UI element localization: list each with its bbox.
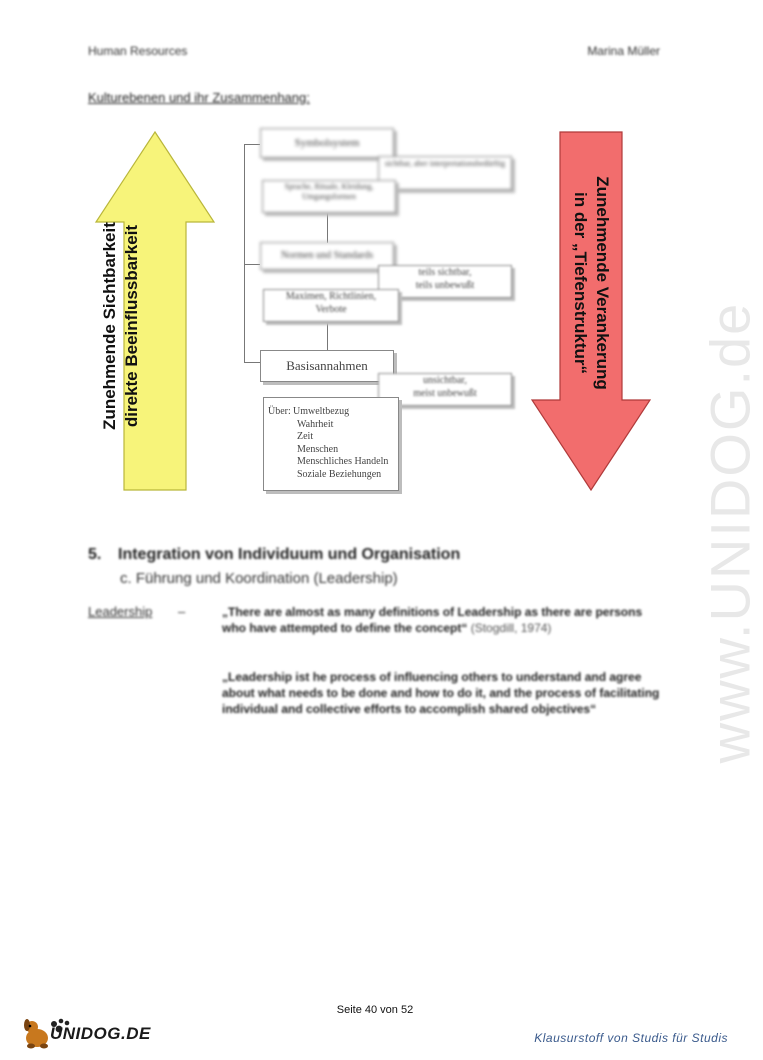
logo-text: UNIDOG.DE	[50, 1024, 151, 1043]
connector-line	[244, 144, 260, 145]
section-title-text: Integration von Individuum und Organisation	[118, 546, 461, 563]
section-subtitle: c. Führung und Koordination (Leadership)	[120, 570, 398, 587]
connector-line	[244, 144, 245, 362]
visibility-line-1: Zunehmende Sichtbarkeit	[100, 222, 119, 430]
visibility-line-2: direkte Beeinflussbarkeit	[122, 224, 141, 428]
symbolsystem-note: sichtbar, aber interpretationsbedürftig	[378, 156, 512, 190]
ueber-prefix: Über:	[268, 406, 291, 417]
list-item: Umweltbezug	[293, 406, 350, 417]
list-item: Wahrheit	[297, 418, 334, 430]
connector-line	[327, 320, 328, 350]
list-item: Soziale Beziehungen	[297, 468, 382, 480]
header-right: Marina Müller	[587, 44, 660, 58]
quote-2: „Leadership ist he process of influencing others to understand and agree about what needs to be done and how to do it, and the process of facilitating individual and collective efforts to accomplish shared objectives“	[222, 670, 660, 716]
connector-line	[327, 211, 328, 243]
section-number: 5.	[88, 546, 102, 563]
ueber-list	[293, 406, 388, 482]
symbolsystem-box: Symbolsystem	[260, 128, 394, 158]
footer-tagline: Klausurstoff von Studis für Studis	[534, 1031, 728, 1045]
definition-term: Leadership	[88, 604, 153, 619]
connector-line	[244, 264, 260, 265]
header-left: Human Resources	[88, 44, 188, 58]
quote-1	[222, 604, 662, 636]
sprache-box: Sprache, Rituale, Kleidung, Umgangsformen	[262, 180, 396, 213]
culture-levels-diagram	[0, 0, 750, 520]
normen-note: teils sichtbar, teils unbewußt	[378, 265, 512, 298]
quote-1-text: „There are almost as many definitions of Leadership as there are persons who have attempted to define the concept“	[222, 605, 643, 635]
ueber-box	[263, 397, 399, 491]
anchoring-line-2: in der „Tiefenstruktur“	[571, 192, 590, 374]
normen-box: Normen und Standards	[260, 242, 394, 270]
anchoring-line-1: Zunehmende Verankerung	[593, 176, 612, 390]
connector-line	[244, 362, 260, 363]
section-heading: Kulturebenen und ihr Zusammenhang:	[88, 90, 310, 105]
definition-dash: –	[178, 604, 186, 619]
visibility-arrow-label	[99, 143, 143, 509]
basisannahmen-note: unsichtbar, meist unbewußt	[378, 373, 512, 406]
maximen-box: Maximen, Richtlinien, Verbote	[263, 289, 399, 322]
anchoring-arrow-label	[569, 100, 613, 466]
list-item: Zeit	[297, 431, 314, 443]
section-title	[88, 546, 460, 564]
basisannahmen-box: Basisannahmen	[260, 350, 394, 382]
list-item: Menschen	[297, 443, 339, 455]
watermark: www.UNIDOG.de	[698, 301, 762, 764]
list-item: Menschliches Handeln	[297, 456, 389, 468]
page-number: Seite 40 von 52	[336, 1004, 414, 1016]
quote-1-citation: (Stogdill, 1974)	[470, 621, 552, 635]
